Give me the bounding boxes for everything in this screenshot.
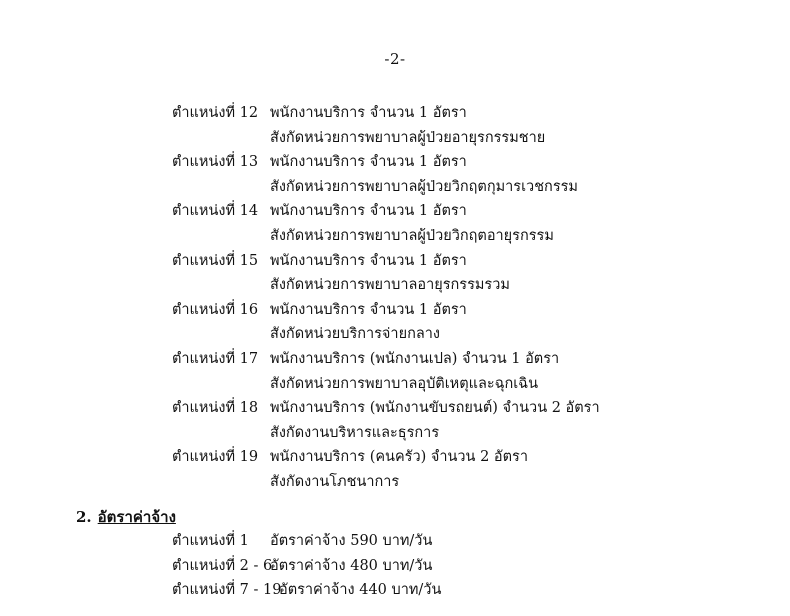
position-unit: สังกัดงานบริหารและธุรการ <box>270 424 440 441</box>
position-item-13-unit-line <box>172 175 772 200</box>
position-title: พนักงานบริการ (พนักงานเปล) จำนวน 1 อัตรา <box>270 350 560 367</box>
position-title: พนักงานบริการ (คนครัว) จำนวน 2 อัตรา <box>270 449 528 466</box>
position-item-13-title-line <box>172 150 772 175</box>
position-item-17-title-line <box>172 347 772 372</box>
position-item-19-unit-line <box>172 470 772 495</box>
position-title: พนักงานบริการ จำนวน 1 อัตรา <box>270 301 467 318</box>
wage-rate-row <box>172 578 672 603</box>
page-number: -2- <box>384 50 406 68</box>
position-title: พนักงานบริการ จำนวน 1 อัตรา <box>270 252 467 269</box>
position-unit: สังกัดหน่วยบริการจ่ายกลาง <box>270 326 440 343</box>
position-unit: สังกัดหน่วยการพยาบาลผู้ป่วยวิกฤตอายุรกรรม <box>270 227 554 244</box>
position-label: ตำแหน่งที่ 18 <box>172 400 259 417</box>
position-item-15-title-line <box>172 249 772 274</box>
position-item-17-unit-line <box>172 372 772 397</box>
position-item-12-unit-line <box>172 126 772 151</box>
position-label: ตำแหน่งที่ 12 <box>172 105 259 121</box>
position-title: พนักงานบริการ จำนวน 1 อัตรา <box>270 203 467 220</box>
position-unit: สังกัดหน่วยการพยาบาลผู้ป่วยวิกฤตกุมารเวชกรรม <box>270 178 578 195</box>
position-unit: สังกัดงานโภชนาการ <box>270 473 400 490</box>
position-item-18-title-line <box>172 396 772 421</box>
wage-rate-row <box>172 554 672 579</box>
wage-rate-text: อัตราค่าจ้าง 440 บาท/วัน <box>279 582 442 598</box>
wage-rate-label: ตำแหน่งที่ 7 - 19 <box>172 582 282 598</box>
position-label: ตำแหน่งที่ 13 <box>172 154 259 171</box>
position-item-12-title-line <box>172 101 772 126</box>
position-item-15-unit-line <box>172 273 772 298</box>
position-item-14-title-line <box>172 199 772 224</box>
wage-rate-list <box>172 529 672 603</box>
position-label: ตำแหน่งที่ 14 <box>172 203 259 220</box>
position-list <box>172 101 772 495</box>
position-label: ตำแหน่งที่ 19 <box>172 449 259 466</box>
section-heading-wage-rate <box>76 505 176 529</box>
position-item-18-unit-line <box>172 421 772 446</box>
wage-rate-row <box>172 529 672 554</box>
section-number: 2. <box>76 508 92 526</box>
position-unit: สังกัดหน่วยการพยาบาลอุบัติเหตุและฉุกเฉิน <box>270 375 539 392</box>
position-item-16-title-line <box>172 298 772 323</box>
section-title: อัตราค่าจ้าง <box>97 508 176 526</box>
wage-rate-label: ตำแหน่งที่ 2 - 6 <box>172 557 273 574</box>
wage-rate-text: อัตราค่าจ้าง 480 บาท/วัน <box>270 557 433 574</box>
position-item-19-title-line <box>172 445 772 470</box>
position-unit: สังกัดหน่วยการพยาบาลอายุรกรรมรวม <box>270 277 510 294</box>
position-item-16-unit-line <box>172 322 772 347</box>
position-label: ตำแหน่งที่ 17 <box>172 350 259 367</box>
position-label: ตำแหน่งที่ 15 <box>172 252 259 269</box>
position-unit: สังกัดหน่วยการพยาบาลผู้ป่วยอายุรกรรมชาย <box>270 129 546 146</box>
position-label: ตำแหน่งที่ 16 <box>172 301 259 318</box>
position-item-14-unit-line <box>172 224 772 249</box>
position-title: พนักงานบริการ (พนักงานขับรถยนต์) จำนวน 2 อัตรา <box>270 400 600 417</box>
position-title: พนักงานบริการ จำนวน 1 อัตรา <box>270 105 467 121</box>
wage-rate-text: อัตราค่าจ้าง 590 บาท/วัน <box>270 533 433 549</box>
wage-rate-label: ตำแหน่งที่ 1 <box>172 533 249 549</box>
position-title: พนักงานบริการ จำนวน 1 อัตรา <box>270 154 467 171</box>
